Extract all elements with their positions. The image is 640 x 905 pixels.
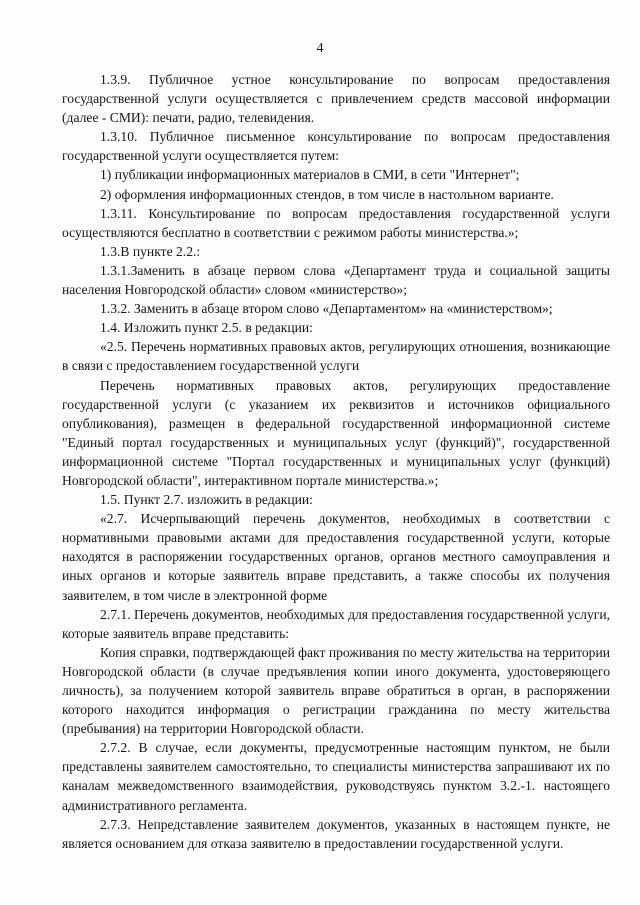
paragraph-1-3-9: 1.3.9. Публичное устное консультирование по вопросам предоставления государственной услуги осуществляется с привлечением средств массовой информации (далее - СМИ): печати, радио, телевидения.: [62, 72, 610, 126]
paragraph-2-5-heading: «2.5. Перечень нормативных правовых актов, регулирующих отношения, возникающие в связи с предоставлением государственной услуги: [62, 339, 610, 374]
paragraph-1-3-10: 1.3.10. Публичное письменное консультирование по вопросам предоставления государственной услуги осуществляется путем:: [62, 129, 610, 164]
paragraph-1-3-2: 1.3.2. Заменить в абзаце втором слово «Департаментом» на «министерством»;: [100, 301, 553, 317]
paragraph-2-7-2: 2.7.2. В случае, если документы, предусмотренные настоящим пунктом, не были представлены заявителем самостоятельно, то специалисты министерства запрашивают их по каналам межведомственного взаимодействия, руководствуясь пунктом 3.2.-1. настоящего административного регламента.: [62, 740, 610, 813]
paragraph-1-3-11: 1.3.11. Консультирование по вопросам предоставления государственной услуги осуществляются бесплатно в соответствии с режимом работы министерства.»;: [62, 205, 610, 240]
paragraph-2-7-3: 2.7.3. Непредставление заявителем документов, указанных в настоящем пункте, не является основанием для отказа заявителю в предоставлении государственной услуги.: [62, 816, 610, 851]
paragraph-1-4: 1.4. Изложить пункт 2.5. в редакции:: [100, 320, 313, 336]
paragraph-1-3-v: 1.3.В пункте 2.2.:: [100, 243, 201, 259]
paragraph-1-5: 1.5. Пункт 2.7. изложить в редакции:: [100, 492, 313, 508]
document-body: [62, 70, 610, 853]
paragraph-2-7-heading: «2.7. Исчерпывающий перечень документов, необходимых в соответствии с нормативными правовыми актами для предоставления государственной услуги, которые находятся в распоряжении государственных органов, органов местного самоуправления и иных органов и которые заявитель вправе представить, а также способы их получения заявителем, в том числе в электронной форме: [62, 511, 610, 603]
paragraph-certificate-copy: Копия справки, подтверждающей факт проживания по месту жительства на территории Новгородской области (в случае предъявления копии иного документа, удостоверяющего личность), за получением которой заявитель вправе обратиться в орган, в распоряжении которого находится информация о регистрации гражданина по месту жительства (пребывания) на территории Новгородской области.: [62, 644, 610, 737]
list-item-1: 1) публикации информационных материалов в СМИ, в сети "Интернет";: [100, 167, 520, 183]
page-number: 4: [316, 41, 324, 56]
paragraph-2-7-1: 2.7.1. Перечень документов, необходимых для предоставления государственной услуги, которые заявитель вправе представить:: [62, 606, 610, 641]
paragraph-2-5-body: Перечень нормативных правовых актов, регулирующих предоставление государственной услуги (с указанием их реквизитов и источников официального опубликования), размещен в федеральной государственной информационной системе "Единый портал государственных и муниципальных услуг (функций)", государственной информационной системе "Портал государственных и муниципальных услуг (функций) Новгородской области", интерактивном портале министерства.»;: [62, 377, 610, 488]
list-item-2: 2) оформления информационных стендов, в том числе в настольном варианте.: [100, 186, 554, 202]
paragraph-1-3-1: 1.3.1.Заменить в абзаце первом слова «Департамент труда и социальной защиты населения Новгородской области» словом «министерство»;: [62, 262, 610, 298]
